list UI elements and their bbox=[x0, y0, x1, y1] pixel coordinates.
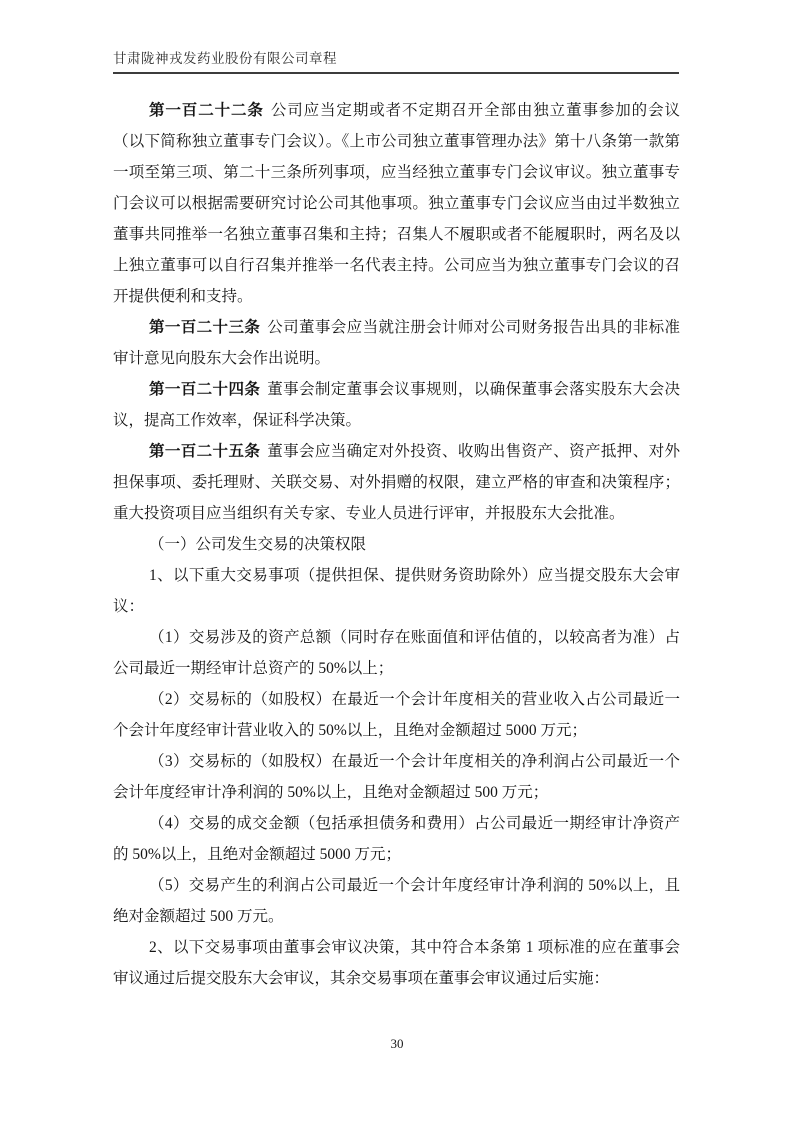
article-number: 第一百二十三条 bbox=[149, 319, 261, 336]
page-number: 30 bbox=[390, 1036, 404, 1051]
paragraph-subitem-5 bbox=[113, 870, 680, 932]
paragraph-subitem-4 bbox=[113, 808, 680, 870]
page-footer bbox=[0, 1036, 794, 1052]
article-text: （5）交易产生的利润占公司最近一个会计年度经审计净利润的 50%以上，且绝对金额超过 500 万元。 bbox=[113, 877, 680, 925]
article-text: 2、以下交易事项由董事会审议决策，其中符合本条第 1 项标准的应在董事会审议通过后提交股东大会审议，其余交易事项在董事会审议通过后实施： bbox=[113, 939, 680, 987]
document-header-title: 甘肃陇神戎发药业股份有限公司章程 bbox=[113, 51, 337, 66]
article-text: 董事会应当确定对外投资、收购出售资产、资产抵押、对外担保事项、委托理财、关联交易、对外捐赠的权限，建立严格的审查和决策程序；重大投资项目应当组织有关专家、专业人员进行评审，并报股东大会批准。 bbox=[113, 443, 680, 522]
article-text: 公司董事会应当就注册会计师对公司财务报告出具的非标准审计意见向股东大会作出说明。 bbox=[113, 319, 680, 367]
paragraph-subitem-3 bbox=[113, 746, 680, 808]
article-number: 第一百二十二条 bbox=[149, 102, 264, 119]
article-number: 第一百二十四条 bbox=[149, 381, 261, 398]
paragraph-subitem-1 bbox=[113, 622, 680, 684]
article-text: （3）交易标的（如股权）在最近一个会计年度相关的净利润占公司最近一个会计年度经审计净利润的 50%以上，且绝对金额超过 500 万元； bbox=[113, 753, 680, 801]
paragraph-article-122 bbox=[113, 95, 680, 312]
paragraph-article-123 bbox=[113, 312, 680, 374]
document-body bbox=[113, 95, 680, 994]
article-text: 1、以下重大交易事项（提供担保、提供财务资助除外）应当提交股东大会审议： bbox=[113, 567, 680, 615]
paragraph-section-1 bbox=[113, 529, 680, 560]
article-text: （一）公司发生交易的决策权限 bbox=[149, 536, 367, 553]
article-text: （2）交易标的（如股权）在最近一个会计年度相关的营业收入占公司最近一个会计年度经审计营业收入的 50%以上，且绝对金额超过 5000 万元； bbox=[113, 691, 680, 739]
paragraph-item-1 bbox=[113, 560, 680, 622]
article-text: 董事会制定董事会议事规则，以确保董事会落实股东大会决议，提高工作效率，保证科学决策。 bbox=[113, 381, 680, 429]
article-text: （4）交易的成交金额（包括承担债务和费用）占公司最近一期经审计净资产的 50%以上，且绝对金额超过 5000 万元； bbox=[113, 815, 680, 863]
paragraph-article-124 bbox=[113, 374, 680, 436]
article-text: （1）交易涉及的资产总额（同时存在账面值和评估值的，以较高者为准）占公司最近一期经审计总资产的 50%以上； bbox=[113, 629, 680, 677]
document-header bbox=[113, 50, 679, 74]
paragraph-subitem-2 bbox=[113, 684, 680, 746]
article-number: 第一百二十五条 bbox=[149, 443, 261, 460]
article-text: 公司应当定期或者不定期召开全部由独立董事参加的会议（以下简称独立董事专门会议）。《上市公司独立董事管理办法》第十八条第一款第一项至第三项、第二十三条所列事项，应当经独立董事专门会议审议。独立董事专门会议可以根据需要研究讨论公司其他事项。独立董事专门会议应当由过半数独立董事共同推举一名独立董事召集和主持；召集人不履职或者不能履职时，两名及以上独立董事可以自行召集并推举一名代表主持。公司应当为独立董事专门会议的召开提供便利和支持。 bbox=[113, 102, 680, 305]
paragraph-article-125 bbox=[113, 436, 680, 529]
paragraph-item-2 bbox=[113, 932, 680, 994]
